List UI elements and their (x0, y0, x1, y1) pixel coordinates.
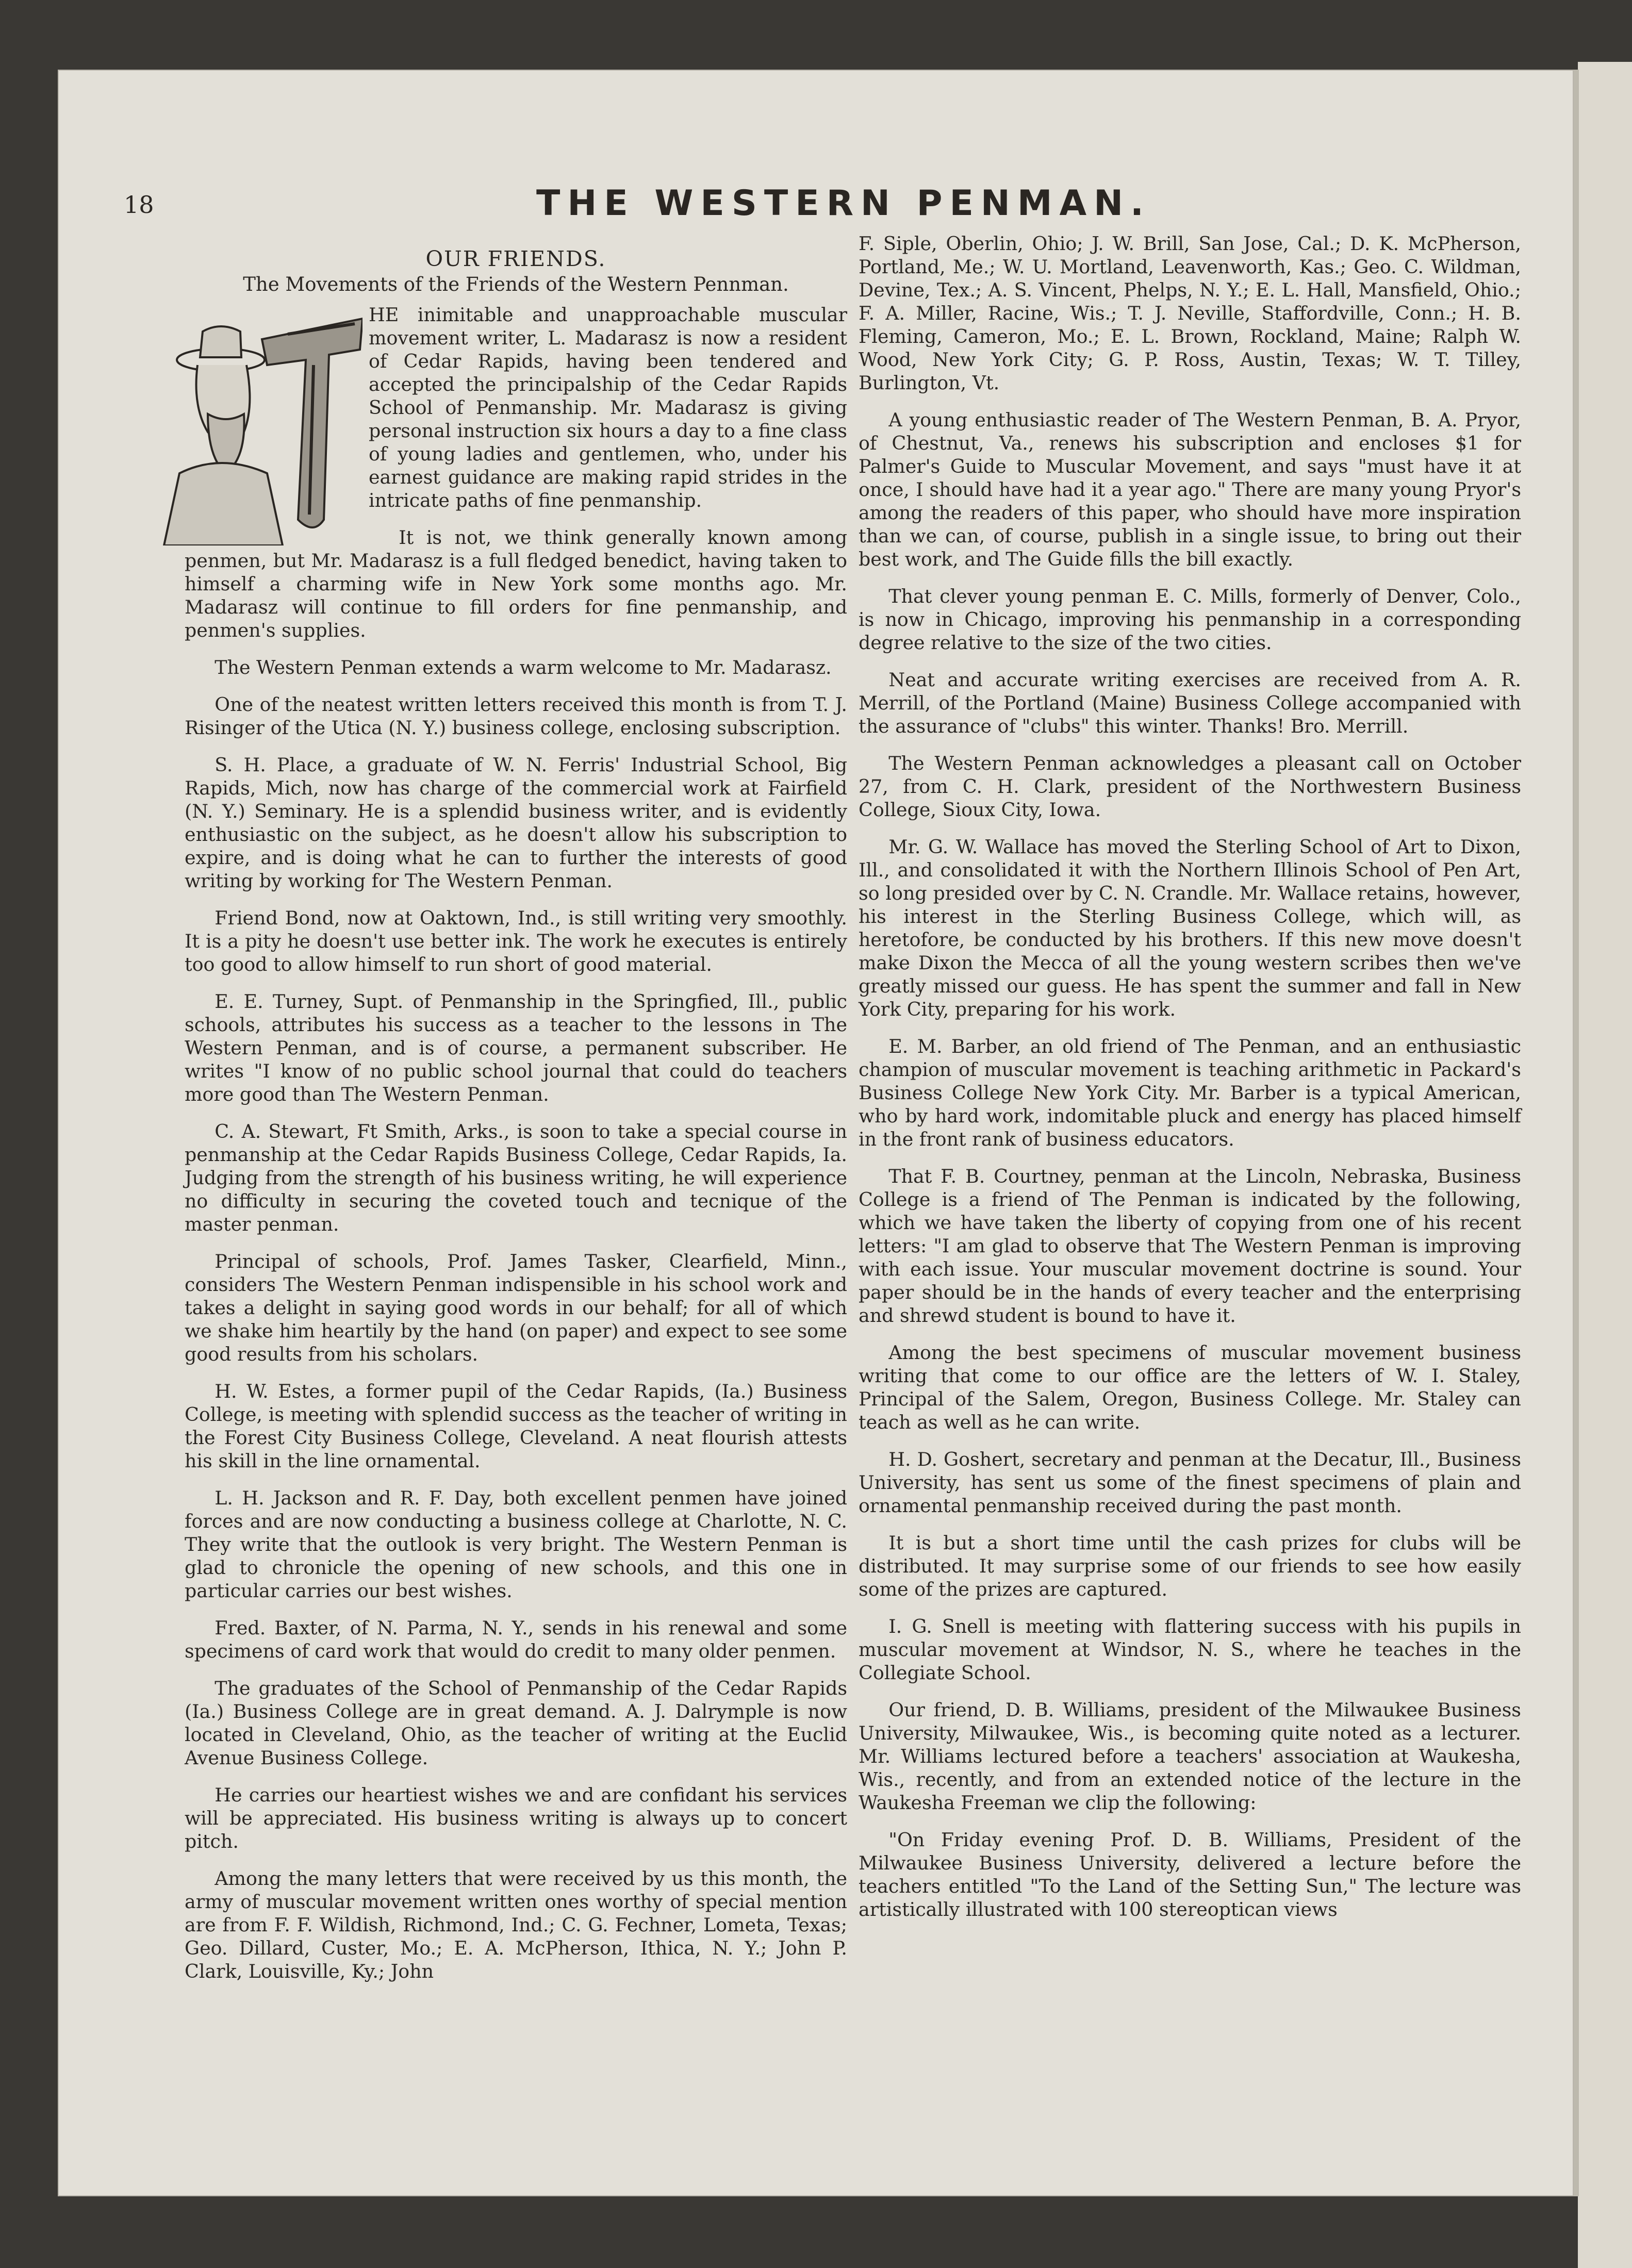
article-paragraph: E. M. Barber, an old friend of The Penman, and an enthusiastic champion of muscular movement is teaching arithmetic in Packard's Business College New York City. Mr. Barber is a typical American, who by hard work, indomitable pluck and energy has placed himself in the front rank of business educators. (859, 1035, 1521, 1150)
article-paragraph: Mr. G. W. Wallace has moved the Sterling School of Art to Dixon, Ill., and consolidated it with the Northern Illinois School of Pen Art, so long presided over by C. N. Crandle. Mr. Wallace retains, however, his interest in the Sterling Business College, which will, as heretofore, be conducted by his brothers. If this new move doesn't make Dixon the Mecca of all the young western scribes then we've greatly missed our guess. He has spent the summer and fall in New York City, preparing for his work. (859, 836, 1521, 1020)
article-heading: OUR FRIENDS. (425, 246, 606, 271)
masthead-title: THE WESTERN PENMAN. (536, 183, 1151, 224)
article-paragraph: It is not, we think generally known among penmen, but Mr. Madarasz is a full fledged benedict, having taken to himself a charming wife in New York some months ago. Mr. Madarasz will continue to fill orders for fine penmanship, and penmen's supplies. (185, 526, 847, 641)
article-paragraph: The Western Penman acknowledges a pleasant call on October 27, from C. H. Clark, president of the Northwestern Business College, Sioux City, Iowa. (859, 752, 1521, 821)
right-column (859, 232, 1521, 1935)
article-paragraph: F. Siple, Oberlin, Ohio; J. W. Brill, San Jose, Cal.; D. K. McPherson, Portland, Me.; W. U. Mortland, Leavenworth, Kas.; Geo. C. Wildman, Devine, Tex.; A. S. Vincent, Phelps, N. Y.; E. L. Hall, Mansfield, Ohio.; F. A. Miller, Racine, Wis.; T. J. Neville, Staffordville, Conn.; H. B. Fleming, Cameron, Mo.; E. L. Brown, Rockland, Maine; Ralph W. Wood, New York City; G. P. Ross, Austin, Texas; W. T. Tilley, Burlington, Vt. (859, 233, 1521, 394)
article-paragraph: H. W. Estes, a former pupil of the Cedar Rapids, (Ia.) Business College, is meeting with splendid success as the teacher of writing in the Forest City Business College, Cleveland. A neat flourish attests his skill in the line ornamental. (185, 1380, 847, 1472)
article-paragraph: Among the best specimens of muscular movement business writing that come to our office are the letters of W. I. Staley, Principal of the Salem, Oregon, Business College. Mr. Staley can teach as well as he can write. (859, 1342, 1521, 1433)
article-paragraph: The graduates of the School of Penmanship of the Cedar Rapids (Ia.) Business College are in great demand. A. J. Dalrymple is now located in Cleveland, Ohio, as the teacher of writing at the Euclid Avenue Business College. (185, 1677, 847, 1769)
article-paragraph: Among the many letters that were received by us this month, the army of muscular movement written ones worthy of special mention are from F. F. Wildish, Richmond, Ind.; C. G. Fechner, Lometa, Texas; Geo. Dillard, Custer, Mo.; E. A. McPherson, Ithica, N. Y.; John P. Clark, Louisville, Ky.; John (185, 1867, 847, 1982)
article-paragraph: Our friend, D. B. Williams, president of the Milwaukee Business University, Milwaukee, Wis., is becoming quite noted as a lecturer. Mr. Williams lectured before a teachers' association at Waukesha, Wis., recently, and from an extended notice of the lecture in the Waukesha Freeman we clip the following: (859, 1699, 1521, 1814)
article-paragraph: A young enthusiastic reader of The Western Penman, B. A. Pryor, of Chestnut, Va., renews his subscription and encloses $1 for Palmer's Guide to Muscular Movement, and says "must have it at once, I should have had it a year ago." There are many young Pryor's among the readers of this paper, who should have more inspiration than we can, of course, publish in a single issue, to bring out their best work, and The Guide fills the bill exactly. (859, 409, 1521, 570)
article-paragraph: H. D. Goshert, secretary and penman at the Decatur, Ill., Business University, has sent us some of the finest specimens of plain and ornamental penmanship received during the past month. (859, 1448, 1521, 1517)
article-paragraph: That clever young penman E. C. Mills, formerly of Denver, Colo., is now in Chicago, improving his penmanship in a corresponding degree relative to the size of the two cities. (859, 585, 1521, 654)
page-number: 18 (124, 191, 154, 219)
next-page-edge (1578, 62, 1632, 2268)
article-paragraph: Principal of schools, Prof. James Tasker, Clearfield, Minn., considers The Western Penman indispensible in his school work and takes a delight in saying good words in our behalf; for all of which we shake him heartily by the hand (on paper) and expect to see some good results from his scholars. (185, 1250, 847, 1365)
article-paragraph: That F. B. Courtney, penman at the Lincoln, Nebraska, Business College is a friend of The Penman is indicated by the following, which we have taken the liberty of copying from one of his recent letters: "I am glad to observe that The Western Penman is improving with each issue. Your muscular movement doctrine is sound. Your paper should be in the hands of every teacher and the enterprising and shrewd student is bound to have it. (859, 1165, 1521, 1327)
article-subheading: The Movements of the Friends of the Western Pennman. (243, 273, 789, 295)
article-paragraph: Fred. Baxter, of N. Parma, N. Y., sends in his renewal and some specimens of card work that would do credit to many older penmen. (185, 1617, 847, 1662)
article-paragraph: He carries our heartiest wishes we and are confidant his services will be appreciated. His business writing is always up to concert pitch. (185, 1784, 847, 1852)
article-paragraph: I. G. Snell is meeting with flattering success with his pupils in muscular movement at Windsor, N. S., where he teaches in the Collegiate School. (859, 1615, 1521, 1684)
article-paragraph: E. E. Turney, Supt. of Penmanship in the Springfied, Ill., public schools, attributes his success as a teacher to the lessons in The Western Penman, and is of course, a permanent subscriber. He writes "I know of no public school journal that could do teachers more good than The Western Penman. (185, 990, 847, 1105)
left-column (185, 242, 847, 1997)
article-paragraph: S. H. Place, a graduate of W. N. Ferris' Industrial School, Big Rapids, Mich, now has charge of the commercial work at Fairfield (N. Y.) Seminary. He is a splendid business writer, and is evidently enthusiastic on the subject, as he doesn't allow his subscription to expire, and is doing what he can to further the interests of good writing by working for The Western Penman. (185, 754, 847, 892)
article-paragraph: HE inimitable and unapproachable muscular movement writer, L. Madarasz is now a resident of Cedar Rapids, having been tendered and accepted the principalship of the Cedar Rapids School of Penmanship. Mr. Madarasz is giving personal instruction six hours a day to a fine class of young ladies and gentlemen, who, under his earnest guidance are making rapid strides in the intricate paths of fine penmanship. (369, 304, 847, 511)
drop-cap-t-illustration (159, 303, 362, 545)
article-paragraph: L. H. Jackson and R. F. Day, both excellent penmen have joined forces and are now conducting a business college at Charlotte, N. C. They write that the outlook is very bright. The Western Penman is glad to chronicle the opening of new schools, and this one in particular carries our best wishes. (185, 1487, 847, 1602)
article-paragraph: Friend Bond, now at Oaktown, Ind., is still writing very smoothly. It is a pity he doesn't use better ink. The work he executes is entirely too good to allow himself to run short of good material. (185, 907, 847, 975)
article-paragraph: Neat and accurate writing exercises are received from A. R. Merrill, of the Portland (Maine) Business College accompanied with the assurance of "clubs" this winter. Thanks! Bro. Merrill. (859, 669, 1521, 737)
article-paragraph: It is but a short time until the cash prizes for clubs will be distributed. It may surprise some of our friends to see how easily some of the prizes are captured. (859, 1532, 1521, 1600)
article-paragraph: One of the neatest written letters received this month is from T. J. Risinger of the Utica (N. Y.) business college, enclosing subscription. (185, 693, 847, 739)
article-paragraph: "On Friday evening Prof. D. B. Williams, President of the Milwaukee Business University, delivered a lecture before the teachers entitled "To the Land of the Setting Sun," The lecture was artistically illustrated with 100 stereoptican views (859, 1829, 1521, 1921)
page-gutter (1574, 70, 1579, 2196)
article-paragraph: The Western Penman extends a warm welcome to Mr. Madarasz. (215, 656, 832, 678)
article-paragraph: C. A. Stewart, Ft Smith, Arks., is soon to take a special course in penmanship at the Cedar Rapids Business College, Cedar Rapids, Ia. Judging from the strength of his business writing, he will experience no difficulty in securing the coveted touch and tecnique of the master penman. (185, 1120, 847, 1235)
